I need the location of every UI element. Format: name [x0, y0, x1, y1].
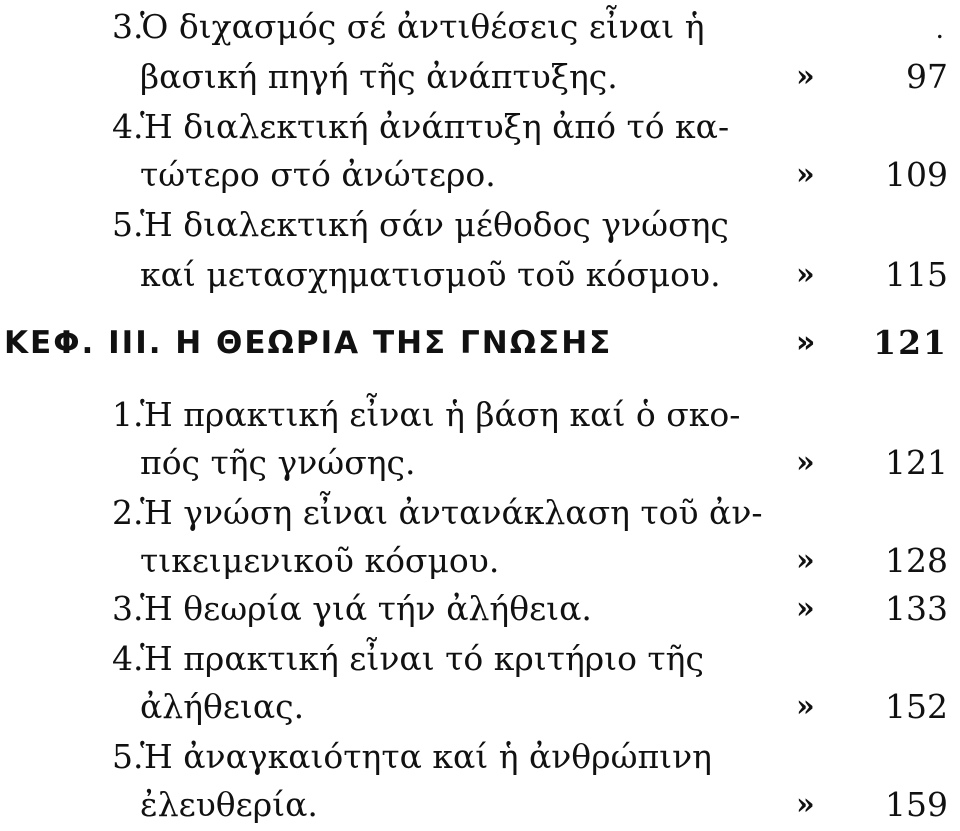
page-number: 97: [906, 57, 948, 96]
entry-number: 3.: [112, 589, 144, 628]
ditto-mark: »: [796, 325, 818, 360]
entry-title-continued: βασική πηγή τῆς ἀνάπτυξης.: [140, 57, 618, 96]
page-number: 159: [885, 785, 948, 824]
entry-title-continued: τώτερο στό ἀνώτερο.: [140, 155, 496, 194]
page-number: 133: [885, 589, 948, 628]
toc-entry-line: [0, 2, 960, 52]
entry-number: 3.: [112, 7, 144, 46]
page-number: 152: [885, 687, 948, 726]
stray-dot: .: [936, 12, 944, 45]
entry-title: Ἡ πρακτική εἶναι τό κριτήριο τῆς: [140, 639, 704, 678]
toc-entry-line: [0, 200, 960, 250]
entry-number: 1.: [112, 395, 144, 434]
toc-entry-line: [0, 634, 960, 684]
toc-entry-line: [0, 732, 960, 782]
toc-entry-line: [0, 536, 960, 586]
page-number: 121: [885, 443, 948, 482]
ditto-mark: »: [796, 445, 815, 480]
entry-title: Ὁ διχασμός σέ ἀντιθέσεις εἶναι ἡ: [140, 7, 705, 46]
toc-entry-line: [0, 250, 960, 300]
entry-title: Ἡ πρακτική εἶναι ἡ βάση καί ὁ σκο-: [140, 395, 741, 434]
entry-title-continued: πός τῆς γνώσης.: [140, 443, 416, 482]
page-number: 121: [873, 323, 948, 362]
toc-entry-line: [0, 438, 960, 488]
toc-entry-line: [0, 682, 960, 732]
toc-entry-line: [0, 390, 960, 440]
chapter-heading: [0, 318, 960, 368]
entry-number: 4.: [112, 107, 144, 146]
toc-entry-line: [0, 150, 960, 200]
ditto-mark: »: [796, 543, 815, 578]
entry-title: Ἡ θεωρία γιά τήν ἀλήθεια.: [140, 589, 592, 628]
entry-number: 5.: [112, 205, 144, 244]
ditto-mark: »: [796, 591, 815, 626]
ditto-mark: »: [796, 257, 815, 292]
ditto-mark: »: [796, 59, 815, 94]
page-number: 115: [885, 255, 948, 294]
chapter-title: ΚΕΦ. ΙΙΙ. Η ΘΕΩΡΙΑ ΤΗΣ ΓΝΩΣΗΣ: [4, 325, 613, 361]
entry-number: 5.: [112, 737, 144, 776]
ditto-mark: »: [796, 787, 815, 822]
entry-title-continued: ἐλευθερία.: [140, 785, 318, 824]
ditto-mark: »: [796, 689, 815, 724]
entry-title-continued: τικειμενικοῦ κόσμου.: [140, 541, 500, 580]
entry-number: 4.: [112, 639, 144, 678]
ditto-mark: »: [796, 157, 815, 192]
page-number: 109: [885, 155, 948, 194]
entry-title: Ἡ διαλεκτική ἀνάπτυξη ἀπό τό κα-: [140, 107, 730, 146]
toc-entry-line: [0, 584, 960, 634]
entry-number: 2.: [112, 493, 144, 532]
entry-title: Ἡ διαλεκτική σάν μέθοδος γνώσης: [140, 205, 729, 244]
toc-entry-line: [0, 780, 960, 830]
toc-entry-line: [0, 102, 960, 152]
entry-title-continued: καί μετασχηματισμοῦ τοῦ κόσμου.: [140, 255, 721, 294]
page-number: 128: [885, 541, 948, 580]
entry-title: Ἡ γνώση εἶναι ἀντανάκλαση τοῦ ἀν-: [140, 493, 763, 532]
toc-entry-line: [0, 52, 960, 102]
entry-title: Ἡ ἀναγκαιότητα καί ἡ ἀνθρώπινη: [140, 737, 712, 776]
toc-entry-line: [0, 488, 960, 538]
entry-title-continued: ἀλήθειας.: [140, 687, 305, 726]
